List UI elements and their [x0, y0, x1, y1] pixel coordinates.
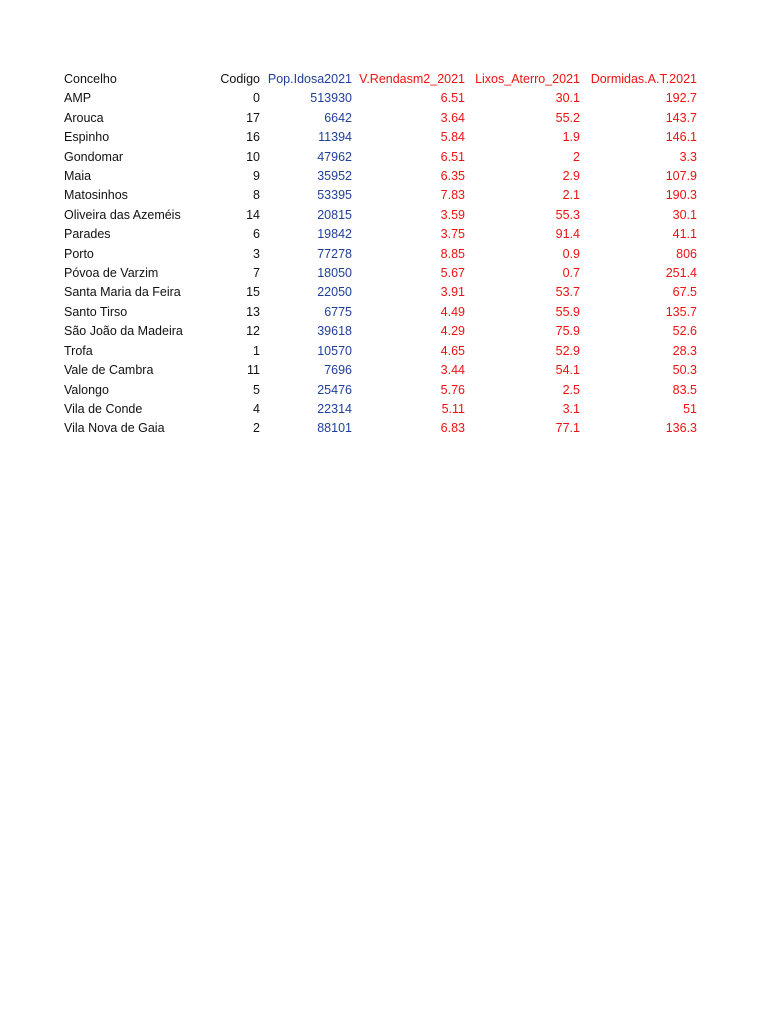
- table-row: [64, 245, 697, 264]
- cell-dormidas: 28.3: [672, 343, 697, 358]
- cell-codigo: 6: [253, 227, 260, 242]
- cell-lixos-aterro: 77.1: [555, 421, 580, 436]
- cell-lixos-aterro: 75.9: [555, 324, 580, 339]
- table-row: [64, 186, 697, 205]
- cell-dormidas: 41.1: [672, 227, 697, 242]
- cell-pop-idosa: 513930: [310, 91, 352, 106]
- cell-rendas: 6.35: [440, 169, 465, 184]
- cell-dormidas: 190.3: [665, 188, 697, 203]
- cell-lixos-aterro: 3.1: [562, 401, 580, 416]
- table-body: [64, 89, 697, 438]
- header-lixos-aterro: Lixos_Aterro_2021: [475, 72, 580, 86]
- cell-rendas: 3.64: [440, 110, 465, 125]
- cell-codigo: 7: [253, 266, 260, 281]
- table-row: [64, 167, 697, 186]
- cell-pop-idosa: 10570: [317, 343, 352, 358]
- cell-concelho: Oliveira das Azeméis: [64, 207, 181, 222]
- cell-lixos-aterro: 2.5: [562, 382, 580, 397]
- cell-dormidas: 143.7: [665, 110, 697, 125]
- cell-codigo: 4: [253, 401, 260, 416]
- table-row: [64, 283, 697, 302]
- cell-pop-idosa: 11394: [318, 130, 352, 145]
- cell-rendas: 3.44: [440, 363, 465, 378]
- cell-pop-idosa: 88101: [317, 421, 352, 436]
- table-row: [64, 109, 697, 128]
- table-row: [64, 342, 697, 361]
- cell-dormidas: 67.5: [672, 285, 697, 300]
- cell-dormidas: 52.6: [672, 324, 697, 339]
- cell-concelho: Valongo: [64, 382, 109, 397]
- table-row: [64, 400, 697, 419]
- table-row: [64, 361, 697, 380]
- cell-pop-idosa: 53395: [317, 188, 352, 203]
- cell-dormidas: 107.9: [665, 169, 697, 184]
- cell-pop-idosa: 22050: [317, 285, 352, 300]
- cell-codigo: 8: [253, 188, 260, 203]
- cell-concelho: São João da Madeira: [64, 324, 183, 339]
- cell-lixos-aterro: 0.9: [562, 246, 580, 261]
- cell-lixos-aterro: 52.9: [555, 343, 580, 358]
- cell-rendas: 6.51: [440, 149, 465, 164]
- cell-rendas: 3.75: [440, 227, 465, 242]
- cell-lixos-aterro: 55.2: [555, 110, 580, 125]
- header-dormidas: Dormidas.A.T.2021: [590, 72, 697, 86]
- cell-lixos-aterro: 2: [573, 149, 580, 164]
- cell-rendas: 6.83: [440, 421, 465, 436]
- cell-concelho: Vale de Cambra: [64, 363, 154, 378]
- cell-pop-idosa: 7696: [324, 363, 352, 378]
- cell-codigo: 1: [253, 343, 260, 358]
- cell-pop-idosa: 6775: [324, 304, 352, 319]
- cell-pop-idosa: 77278: [317, 246, 352, 261]
- table-row: [64, 225, 697, 244]
- cell-rendas: 7.83: [440, 188, 465, 203]
- cell-rendas: 5.76: [440, 382, 465, 397]
- cell-dormidas: 806: [676, 246, 697, 261]
- cell-pop-idosa: 20815: [317, 207, 352, 222]
- cell-dormidas: 3.3: [679, 149, 697, 164]
- cell-codigo: 9: [253, 169, 260, 184]
- cell-lixos-aterro: 0.7: [562, 266, 580, 281]
- table-row: [64, 303, 697, 322]
- cell-rendas: 5.67: [440, 266, 465, 281]
- cell-codigo: 3: [253, 246, 260, 261]
- cell-lixos-aterro: 54.1: [555, 363, 580, 378]
- cell-dormidas: 51: [683, 401, 697, 416]
- cell-dormidas: 83.5: [672, 382, 697, 397]
- cell-dormidas: 30.1: [672, 207, 697, 222]
- cell-dormidas: 135.7: [665, 304, 697, 319]
- cell-concelho: Póvoa de Varzim: [64, 266, 159, 281]
- cell-rendas: 5.84: [440, 130, 465, 145]
- cell-rendas: 4.29: [440, 324, 465, 339]
- table-row: [64, 264, 697, 283]
- cell-codigo: 16: [246, 130, 260, 145]
- cell-concelho: Porto: [64, 246, 94, 261]
- cell-concelho: Arouca: [64, 110, 104, 125]
- cell-pop-idosa: 47962: [317, 149, 352, 164]
- cell-codigo: 17: [246, 110, 260, 125]
- cell-lixos-aterro: 1.9: [562, 130, 580, 145]
- cell-codigo: 14: [246, 207, 260, 222]
- cell-concelho: Santa Maria da Feira: [64, 285, 181, 300]
- cell-rendas: 4.49: [440, 304, 465, 319]
- cell-concelho: Matosinhos: [64, 188, 128, 203]
- cell-concelho: Parades: [64, 227, 111, 242]
- cell-dormidas: 50.3: [672, 363, 697, 378]
- cell-concelho: Trofa: [64, 343, 93, 358]
- cell-dormidas: 136.3: [665, 421, 697, 436]
- table-row: [64, 381, 697, 400]
- cell-dormidas: 251.4: [665, 266, 697, 281]
- cell-lixos-aterro: 91.4: [555, 227, 580, 242]
- header-pop-idosa: Pop.Idosa2021: [267, 72, 352, 86]
- table-row: [64, 148, 697, 167]
- cell-concelho: Vila Nova de Gaia: [64, 421, 165, 436]
- cell-codigo: 10: [246, 149, 260, 164]
- cell-concelho: Gondomar: [64, 149, 124, 164]
- table-row: [64, 419, 697, 438]
- cell-lixos-aterro: 53.7: [555, 285, 580, 300]
- cell-rendas: 5.11: [441, 401, 465, 416]
- table-row: [64, 128, 697, 147]
- cell-pop-idosa: 19842: [317, 227, 352, 242]
- cell-pop-idosa: 22314: [317, 401, 352, 416]
- cell-rendas: 4.65: [440, 343, 465, 358]
- cell-dormidas: 146.1: [665, 130, 697, 145]
- cell-concelho: Maia: [64, 169, 92, 184]
- cell-rendas: 6.51: [440, 91, 465, 106]
- header-concelho: Concelho: [64, 72, 117, 86]
- data-table: [64, 70, 697, 439]
- table-row: [64, 322, 697, 341]
- header-row: [64, 70, 697, 89]
- cell-concelho: AMP: [64, 91, 92, 106]
- cell-pop-idosa: 35952: [317, 169, 352, 184]
- cell-lixos-aterro: 30.1: [555, 91, 580, 106]
- cell-codigo: 13: [246, 304, 260, 319]
- cell-lixos-aterro: 55.3: [555, 207, 580, 222]
- cell-lixos-aterro: 2.1: [562, 188, 580, 203]
- cell-codigo: 11: [247, 363, 260, 378]
- cell-pop-idosa: 39618: [317, 324, 352, 339]
- cell-concelho: Espinho: [64, 130, 110, 145]
- cell-lixos-aterro: 2.9: [562, 169, 580, 184]
- cell-rendas: 8.85: [440, 246, 465, 261]
- cell-concelho: Vila de Conde: [64, 401, 143, 416]
- cell-codigo: 12: [246, 324, 260, 339]
- cell-pop-idosa: 25476: [317, 382, 352, 397]
- header-codigo: Codigo: [220, 72, 260, 86]
- cell-pop-idosa: 18050: [317, 266, 352, 281]
- cell-rendas: 3.91: [440, 285, 465, 300]
- cell-codigo: 2: [253, 421, 260, 436]
- cell-codigo: 15: [246, 285, 260, 300]
- cell-concelho: Santo Tirso: [64, 304, 128, 319]
- table-row: [64, 89, 697, 108]
- table-row: [64, 206, 697, 225]
- cell-lixos-aterro: 55.9: [555, 304, 580, 319]
- cell-codigo: 5: [253, 382, 260, 397]
- cell-rendas: 3.59: [440, 207, 465, 222]
- cell-pop-idosa: 6642: [324, 110, 352, 125]
- cell-codigo: 0: [253, 91, 260, 106]
- cell-dormidas: 192.7: [665, 91, 697, 106]
- header-rendas: V.Rendasm2_2021: [359, 72, 465, 86]
